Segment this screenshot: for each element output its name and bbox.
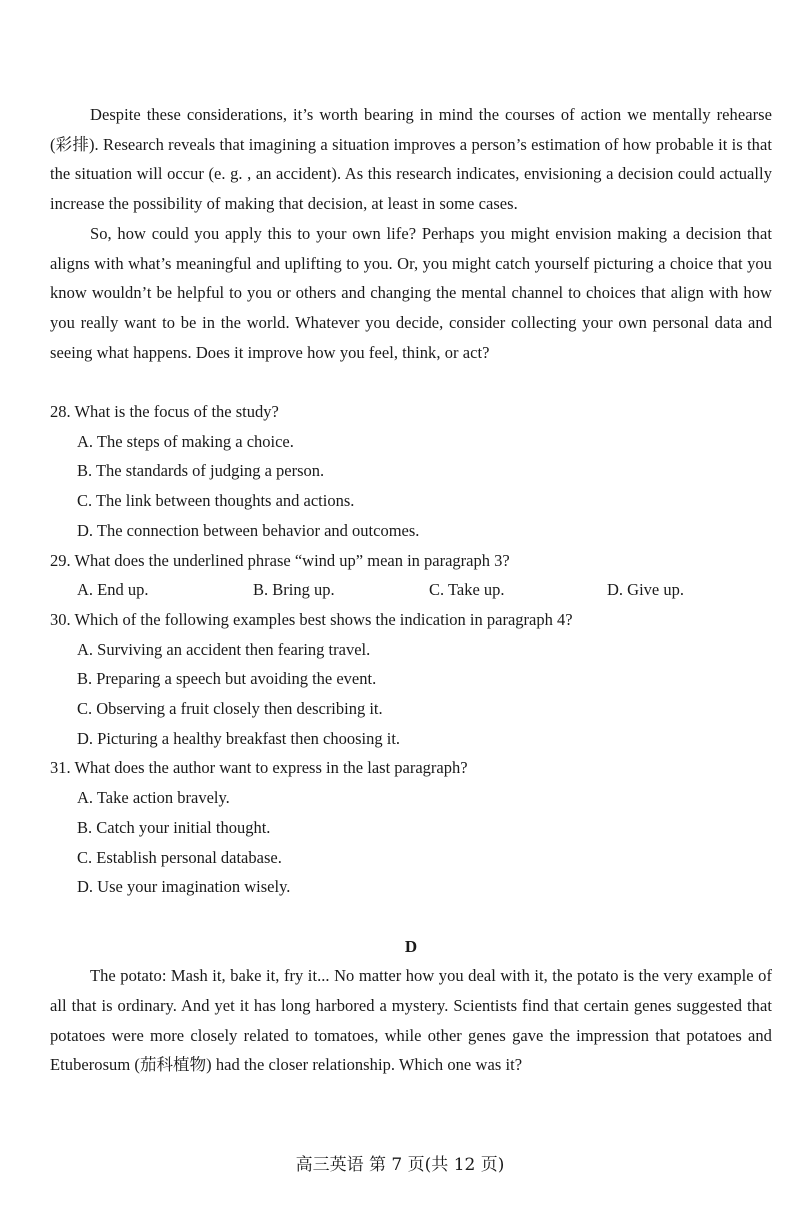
passage-paragraph: So, how could you apply this to your own life? Perhaps you might envision making a decision that aligns with what’s meaningful and uplifting to you. Or, you might catch yourself picturing a choice that you know wouldn’t be helpful to you or others and changing the mental channel to choices that align with how you really want to be in the world. Whatever you decide, consider collecting your own personal data and seeing what happens. Does it improve how you feel, think, or act? (50, 223, 772, 362)
option-c: C. Observing a fruit closely then describing it. (77, 699, 383, 719)
options-row (50, 575, 772, 605)
option-d: D. Give up. (607, 580, 684, 600)
option-a: A. The steps of making a choice. (77, 431, 294, 451)
question-28 (50, 397, 772, 546)
option-d: D. Use your imagination wisely. (77, 877, 291, 897)
option-a: A. Take action bravely. (77, 788, 230, 808)
question-31 (50, 753, 772, 902)
option-c: C. Establish personal database. (77, 847, 282, 867)
passage-paragraph: The potato: Mash it, bake it, fry it... No matter how you deal with it, the potato is the very example of all that is ordinary. And yet it has long harbored a mystery. Scientists find that certain genes suggested that potatoes were more closely related to tomatoes, while other genes gave the impression that potatoes and Etuberosum (茄科植物) had the closer relationship. Which one was it? (50, 966, 772, 1075)
passage-d (50, 932, 772, 1081)
option-b: B. Bring up. (253, 580, 335, 600)
option-d: D. The connection between behavior and outcomes. (77, 520, 420, 540)
option-b: B. Catch your initial thought. (77, 817, 271, 837)
question-stem: 30. Which of the following examples best shows the indication in paragraph 4? (50, 609, 573, 629)
question-stem: 31. What does the author want to express in the last paragraph? (50, 758, 468, 778)
question-30 (50, 605, 772, 754)
option-d: D. Picturing a healthy breakfast then choosing it. (77, 728, 401, 748)
section-heading: D (404, 936, 418, 956)
question-stem: 29. What does the underlined phrase “wind up” mean in paragraph 3? (50, 550, 510, 570)
option-c: C. The link between thoughts and actions. (77, 491, 355, 511)
question-29 (50, 546, 772, 605)
option-a: A. End up. (77, 580, 149, 600)
exam-page (50, 100, 772, 1080)
passage-c-continued (50, 100, 772, 367)
passage-paragraph: Despite these considerations, it’s worth bearing in mind the courses of action we mentally rehearse (彩排). Research reveals that imagining a situation improves a person’s estimation of how probable it is that the situation will occur (e. g. , an accident). As this research indicates, envisioning a decision could actually increase the possibility of making that decision, at least in some cases. (50, 105, 772, 214)
option-b: B. The standards of judging a person. (77, 461, 325, 481)
question-stem: 28. What is the focus of the study? (50, 402, 279, 422)
option-b: B. Preparing a speech but avoiding the event. (77, 669, 377, 689)
page-footer: 高三英语 第 7 页(共 12 页) (295, 1155, 505, 1175)
option-c: C. Take up. (429, 580, 505, 600)
option-a: A. Surviving an accident then fearing travel. (77, 639, 371, 659)
